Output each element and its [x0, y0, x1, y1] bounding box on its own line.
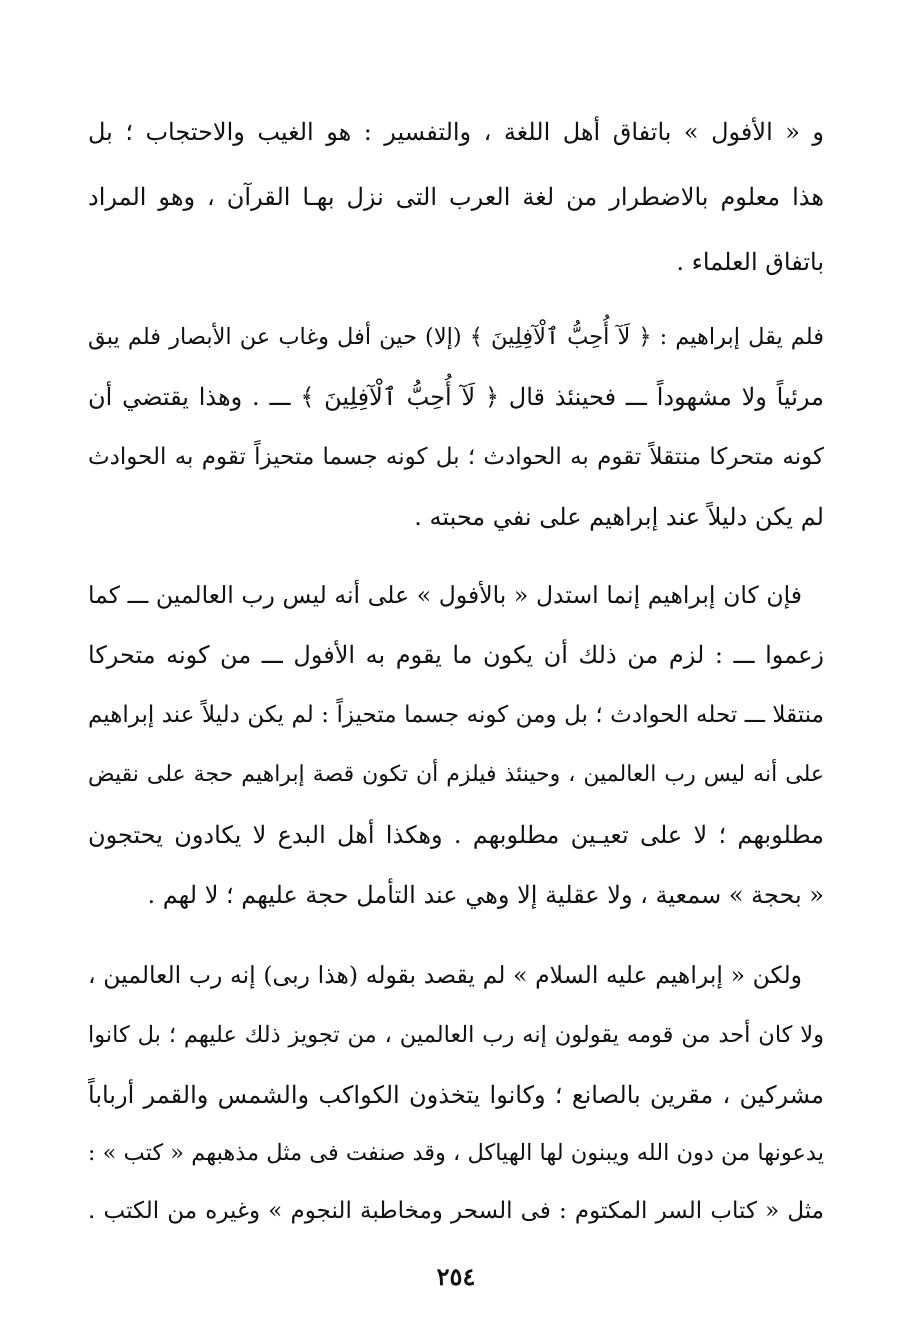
paragraph-1-line-3: باتفاق العلماء . — [676, 248, 824, 276]
paragraph-4-line-4: يدعونها من دون الله ويبنون لها الهياكل ، وقد صنفت فى مثل مذهبهم « كتب » : — [87, 1140, 824, 1166]
paragraph-4-line-3: مشركين ، مقرين بالصانع ؛ وكانوا يتخذون الكواكب والشمس والقمر أرباباً — [88, 1081, 824, 1109]
paragraph-1-line-1: و « الأفول » باتفاق أهل اللغة ، والتفسير : هو الغيب والاحتجاب ؛ بل — [88, 118, 824, 146]
book-page — [88, 0, 824, 1344]
paragraph-3-line-6: « بحجة » سمعية ، ولا عقلية إلا وهي عند التأمل حجة عليهم ؛ لا لهم . — [147, 881, 824, 909]
paragraph-3-line-3: منتقلا ـــ تحله الحوادث ؛ بل ومن كونه جسما متحيزاً : لم يكن دليلاً عند إبراهيم — [88, 702, 824, 728]
paragraph-3-line-2: زعموا ـــ : لزم من ذلك أن يكون ما يقوم به الأفول ـــ من كونه متحركا — [88, 641, 824, 669]
paragraph-2-line-4: لم يكن دليلاً عند إبراهيم على نفي محبته . — [414, 503, 824, 531]
paragraph-2-line-2: مرئياً ولا مشهوداً ـــ فحينئذ قال ﴿ لَآ أُحِبُّ ٱلْآفِلِينَ ﴾ ـــ . وهذا يقتضي أن — [88, 383, 824, 411]
paragraph-1-line-2: هذا معلوم بالاضطرار من لغة العرب التى نزل بهـا القرآن ، وهو المراد — [88, 183, 824, 211]
paragraph-4-line-2: ولا كان أحد من قومه يقولون إنه رب العالمين ، من تجويز ذلك عليهم ؛ بل كانوا — [88, 1022, 824, 1048]
paragraph-4-line-5: مثل « كتاب السر المكتوم : فى السحر ومخاطبة النجوم » وغيره من الكتب . — [88, 1198, 824, 1224]
paragraph-3-line-1: فإن كان إبراهيم إنما استدل « بالأفول » على أنه ليس رب العالمين ـــ كما — [88, 581, 802, 609]
paragraph-2-line-1: فلم يقل إبراهيم : ﴿ لَآ أُحِبُّ ٱلْآفِلِينَ ﴾ (إلا) حين أفل وغاب عن الأبصار فلم يبق — [88, 324, 824, 350]
paragraph-3-line-5: مطلوبهم ؛ لا على تعيـين مطلوبهم . وهكذا أهل البدع لا يكادون يحتجون — [88, 821, 824, 849]
paragraph-2-line-3: كونه متحركا منتقلاً تقوم به الحوادث ؛ بل كونه جسما متحيزاً تقوم به الحوادث — [88, 444, 824, 470]
page-number: ٢٥٤ — [436, 1262, 476, 1291]
paragraph-3-line-4: على أنه ليس رب العالمين ، وحينئذ فيلزم أن تكون قصة إبراهيم حجة على نقيض — [88, 762, 824, 787]
paragraph-4-line-1: ولكن « إبراهيم عليه السلام » لم يقصد بقوله (هذا ربى) إنه رب العالمين ، — [88, 961, 802, 989]
